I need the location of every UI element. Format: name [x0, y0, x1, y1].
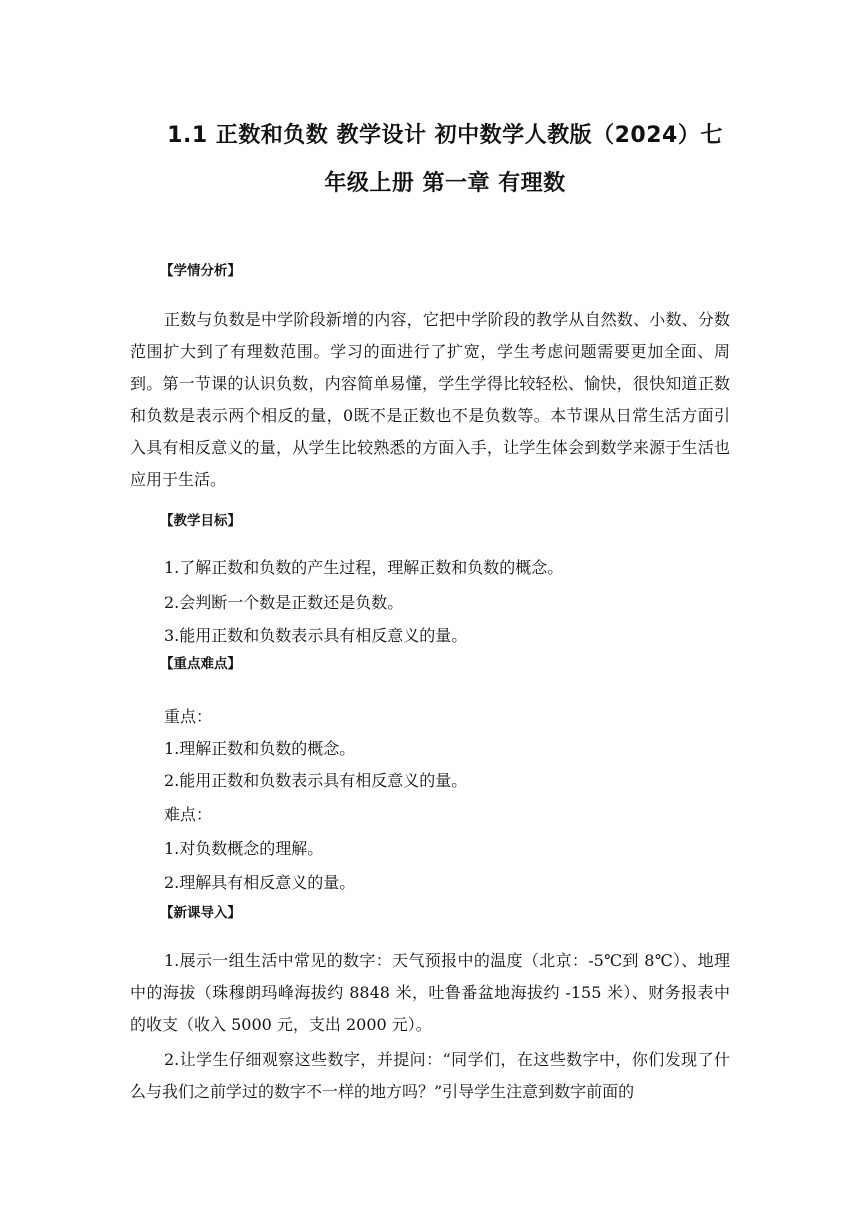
document-title-line-1: 1.1 正数和负数 教学设计 初中数学人教版（2024）七 [167, 123, 723, 148]
goal-item: 1.了解正数和负数的产生过程，理解正数和负数的概念。 [164, 558, 564, 577]
difficult-point-item: 1.对负数概念的理解。 [164, 839, 324, 858]
goal-item: 2.会判断一个数是正数还是负数。 [164, 593, 404, 612]
learning-analysis-paragraph: 正数与负数是中学阶段新增的内容，它把中学阶段的教学从自然数、小数、分数范围扩大到了有理数范围。学习的面进行了扩宽，学生考虑问题需要更加全面、周到。第一节课的认识负数，内容简单易懂，学生学得比较轻松、愉快，很快知道正数和负数是表示两个相反的量，0既不是正数也不是负数等。本节课从日常生活方面引入具有相反意义的量，从学生比较熟悉的方面入手，让学生体会到数学来源于生活也应用于生活。 [130, 310, 730, 489]
key-point-item: 1.理解正数和负数的概念。 [164, 739, 356, 758]
difficult-point-label: 难点： [164, 805, 213, 824]
intro-paragraph-2: 2.让学生仔细观察这些数字，并提问：“同学们，在这些数字中，你们发现了什么与我们之前学过的数字不一样的地方吗？”引导学生注意到数字前面的 [130, 1050, 730, 1101]
difficult-point-item: 2.理解具有相反意义的量。 [164, 873, 356, 892]
key-point-item: 2.能用正数和负数表示具有相反意义的量。 [164, 771, 468, 790]
key-point-label: 重点： [164, 707, 213, 726]
heading-key-points: 【重点难点】 [160, 656, 241, 672]
heading-new-lesson-intro: 【新课导入】 [160, 905, 241, 921]
heading-teaching-goals: 【教学目标】 [160, 513, 241, 529]
document-title-line-2: 年级上册 第一章 有理数 [324, 171, 566, 196]
heading-learning-analysis: 【学情分析】 [160, 263, 241, 279]
goal-item: 3.能用正数和负数表示具有相反意义的量。 [164, 626, 468, 645]
intro-paragraph-1: 1.展示一组生活中常见的数字：天气预报中的温度（北京：-5℃到 8℃）、地理中的海拔（珠穆朗玛峰海拔约 8848 米，吐鲁番盆地海拔约 -155 米）、财务报表中的收支（收入 5000 元，支出 2000 元）。 [130, 951, 730, 1034]
